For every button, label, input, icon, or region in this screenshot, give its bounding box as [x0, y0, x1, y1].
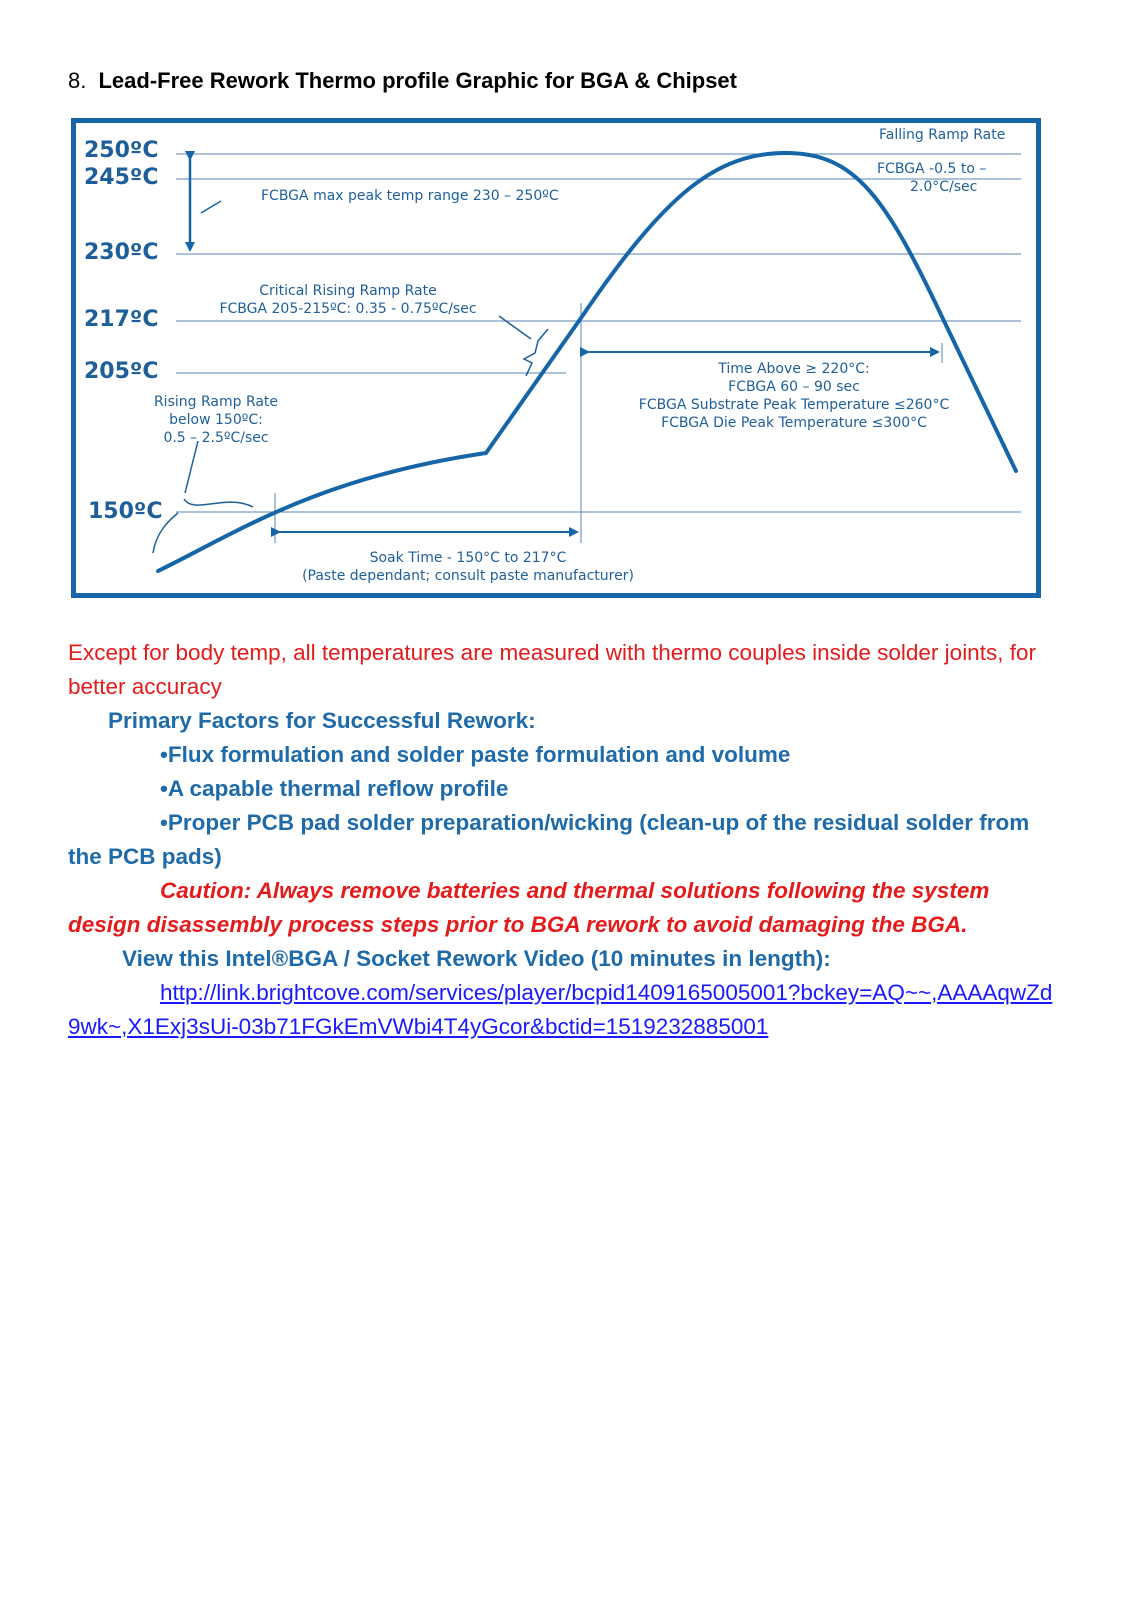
- time-above-title: Time Above ≥ 220°C:: [718, 361, 870, 377]
- temp-label-250: 250ºC: [84, 138, 159, 163]
- rising-ramp-brace: [153, 441, 253, 553]
- temp-label-205: 205ºC: [84, 359, 159, 384]
- section-title: Lead-Free Rework Thermo profile Graphic for BGA & Chipset: [98, 68, 737, 93]
- temp-label-245: 245ºC: [84, 165, 159, 190]
- critical-ramp-bracket: [499, 316, 548, 376]
- measurement-note: Except for body temp, all temperatures are measured with thermo couples inside solder joints, for better accuracy: [68, 640, 1036, 699]
- section-number: 8.: [68, 68, 87, 93]
- soak-time-note: (Paste dependant; consult paste manufacturer): [302, 568, 634, 584]
- rising-ramp-below: below 150ºC:: [169, 412, 263, 428]
- peak-range-text: FCBGA max peak temp range 230 – 250ºC: [261, 188, 559, 204]
- level-lines: [176, 154, 1021, 512]
- thermal-profile-curve: [158, 153, 1016, 571]
- rising-ramp-rate: 0.5 – 2.5ºC/sec: [163, 430, 269, 446]
- thermo-profile-graphic: [71, 118, 1041, 598]
- temp-label-217: 217ºC: [84, 307, 159, 332]
- substrate-peak-temp: FCBGA Substrate Peak Temperature ≤260°C: [638, 397, 950, 413]
- caution-note: Caution: Always remove batteries and thermal solutions following the system design disassembly process steps prior to BGA rework to avoid damaging the BGA.: [68, 878, 990, 937]
- critical-ramp-title: Critical Rising Ramp Rate: [259, 283, 437, 299]
- video-title: View this Intel®BGA / Socket Rework Video (10 minutes in length):: [122, 946, 831, 971]
- peak-range-pointer: [201, 201, 221, 213]
- time-above-fcbga: FCBGA 60 – 90 sec: [728, 379, 860, 395]
- falling-ramp-rate-2: 2.0°C/sec: [910, 179, 978, 195]
- thermo-profile-svg: [76, 123, 1036, 593]
- falling-ramp-title: Falling Ramp Rate: [879, 127, 1006, 143]
- temp-label-230: 230ºC: [84, 240, 159, 265]
- rising-ramp-title: Rising Ramp Rate: [153, 394, 279, 410]
- video-link[interactable]: http://link.brightcove.com/services/player/bcpid1409165005001?bckey=AQ~~,AAAAqwZd9wk~,X1Exj3sUi-03b71FGkEmVWbi4T4yGcor&bctid=1519232885001: [68, 980, 1053, 1039]
- factor-bullet-1: •Flux formulation and solder paste formulation and volume: [160, 742, 791, 767]
- critical-ramp-rate: FCBGA 205-215ºC: 0.35 - 0.75ºC/sec: [219, 301, 477, 317]
- factor-bullet-2: •A capable thermal reflow profile: [160, 776, 509, 801]
- temp-label-150: 150ºC: [88, 499, 163, 524]
- soak-time-title: Soak Time - 150°C to 217°C: [369, 550, 567, 566]
- primary-factors-title: Primary Factors for Successful Rework:: [108, 708, 536, 733]
- falling-ramp-rate-1: FCBGA -0.5 to –: [877, 161, 987, 177]
- factor-bullet-3: •Proper PCB pad solder preparation/wicking (clean-up of the residual solder from the PCB pads): [68, 810, 1030, 869]
- section-heading: [68, 68, 737, 94]
- die-peak-temp: FCBGA Die Peak Temperature ≤300°C: [661, 415, 927, 431]
